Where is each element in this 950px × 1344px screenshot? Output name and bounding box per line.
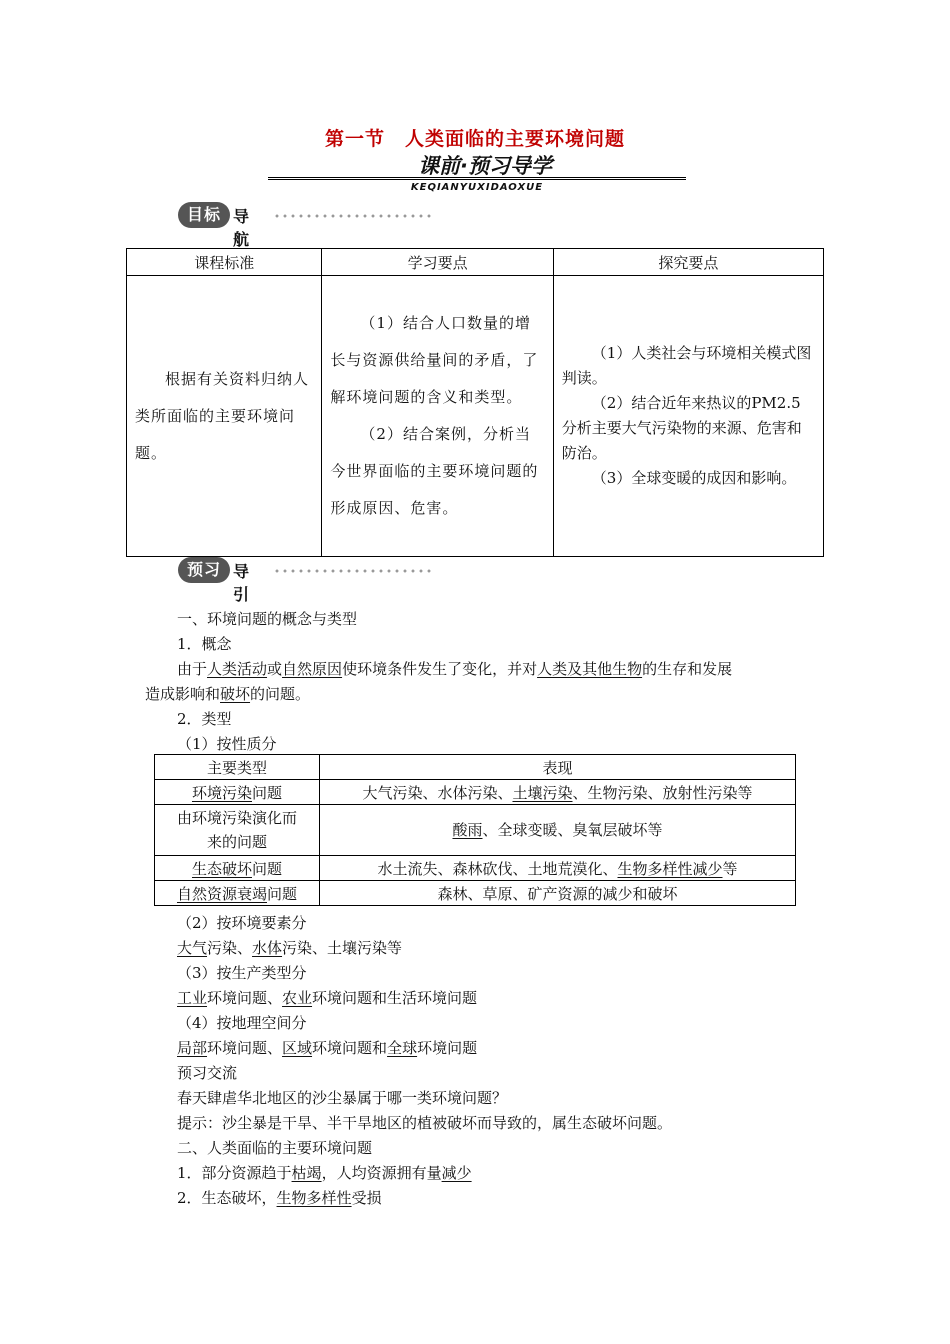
- section-banner: [268, 150, 686, 196]
- table-row: [155, 805, 796, 856]
- element-types: 大气污染、水体污染、土壤污染等: [177, 939, 403, 957]
- performance-cell: 大气污染、水体污染、土壤污染、生物污染、放射性污染等: [320, 780, 796, 805]
- objectives-table: [126, 248, 824, 557]
- curriculum-standard-cell: [127, 276, 322, 557]
- heading-text: 导航: [233, 207, 250, 249]
- heading-badge: 预习: [178, 557, 230, 583]
- header-cell: 学习要点: [322, 249, 553, 276]
- banner-rule: [268, 177, 686, 180]
- problem-item: 1．部分资源趋于枯竭，人均资源拥有量减少: [177, 1164, 472, 1182]
- space-types: 局部环境问题、区域环境问题和全球环境问题: [177, 1039, 478, 1057]
- cell-text: （1）结合人口数量的增长与资源供给量间的矛盾，了解环境问题的含义和类型。: [330, 314, 539, 406]
- concept-paragraph-cont: 造成影响和破坏的问题。: [145, 685, 311, 703]
- heading-badge: 目标: [178, 202, 230, 228]
- type-cell: 环境污染问题: [155, 780, 320, 805]
- heading-concept-types: 一、环境问题的概念与类型: [177, 610, 358, 628]
- header-cell: 探究要点: [553, 249, 823, 276]
- table-header-row: [155, 755, 796, 780]
- performance-cell: 水土流失、森林砍伐、土地荒漠化、生物多样性减少等: [320, 856, 796, 881]
- learning-points-cell: [322, 276, 553, 557]
- inquiry-points-cell: [553, 276, 823, 557]
- cell-text: 根据有关资料归纳人类所面临的主要环境问题。: [135, 369, 310, 462]
- table-row: [127, 276, 824, 557]
- concept-paragraph: 由于人类活动或自然原因使环境条件发生了变化，并对人类及其他生物的生存和发展: [177, 660, 733, 678]
- cell-text: （2）结合案例，分析当今世界面临的主要环境问题的形成原因、危害。: [330, 425, 539, 517]
- cell-text: （3）全球变暖的成因和影响。: [591, 469, 797, 487]
- problem-item: 2．生态破坏，生物多样性受损: [177, 1189, 382, 1207]
- header-cell: 课程标准: [127, 249, 322, 276]
- type-cell: 由环境污染演化而来的问题: [155, 805, 320, 856]
- table-row: [155, 856, 796, 881]
- heading-text: 导引: [233, 562, 250, 604]
- page-title: 第一节 人类面临的主要环境问题: [324, 128, 625, 150]
- performance-cell: 森林、草原、矿产资源的减少和破坏: [320, 881, 796, 906]
- production-types: 工业环境问题、农业环境问题和生活环境问题: [177, 989, 478, 1007]
- hint-text: 提示：沙尘暴是干旱、半干旱地区的植被破坏而导致的，属生态破坏问题。: [177, 1114, 673, 1132]
- type-cell: 自然资源衰竭问题: [155, 881, 320, 906]
- by-element-label: （2）按环境要素分: [177, 914, 307, 932]
- banner-title: 课前·预习导学: [418, 154, 552, 178]
- table-header-row: [127, 249, 824, 276]
- header-cell: 主要类型: [155, 755, 320, 780]
- table-row: [155, 780, 796, 805]
- subheading-concept: 1．概念: [177, 635, 232, 653]
- by-production-label: （3）按生产类型分: [177, 964, 307, 982]
- dotted-divider: [273, 214, 433, 218]
- table-row: [155, 881, 796, 906]
- cell-text: （1）人类社会与环境相关模式图判读。: [561, 344, 812, 387]
- cell-text: （2）结合近年来热议的PM2.5分析主要大气污染物的来源、危害和防治。: [561, 394, 802, 462]
- heading-main-problems: 二、人类面临的主要环境问题: [177, 1139, 373, 1157]
- by-nature-label: （1）按性质分: [177, 735, 277, 753]
- by-space-label: （4）按地理空间分: [177, 1014, 307, 1032]
- dotted-divider: [273, 569, 433, 573]
- types-table: [154, 754, 796, 906]
- subheading-types: 2．类型: [177, 710, 232, 728]
- question-text: 春天肆虐华北地区的沙尘暴属于哪一类环境问题？: [177, 1089, 508, 1107]
- exchange-label: 预习交流: [177, 1064, 238, 1082]
- header-cell: 表现: [320, 755, 796, 780]
- performance-cell: 酸雨、全球变暖、臭氧层破坏等: [320, 805, 796, 856]
- type-cell: 生态破坏问题: [155, 856, 320, 881]
- banner-subtitle: KEQIANYUXIDAOXUE: [410, 182, 544, 193]
